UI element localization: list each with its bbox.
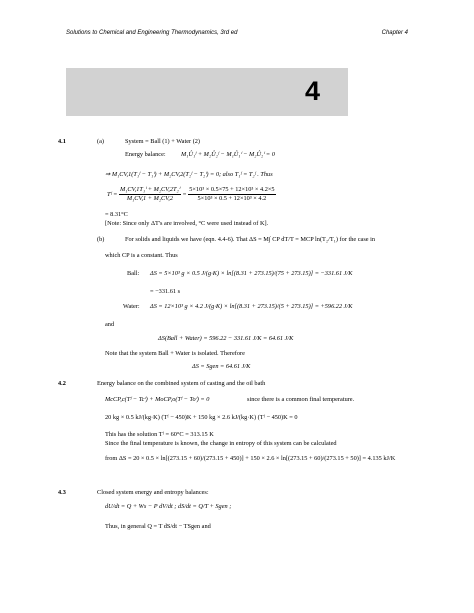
casting-numeric-balance: 20 kg × 0.5 kJ/(kg·K) (Tᶠ − 450)K + 150 kg × 2.6 kJ/(kg·K) (Tᶠ − 450)K = 0 (105, 414, 298, 421)
ball-label: Ball: (127, 270, 140, 277)
running-header-chapter: Chapter 4 (381, 30, 408, 36)
and-connector: and (105, 321, 115, 328)
energy-balance-equation: M₁Û₁ᶠ + M₂Û₂ᶠ − M₁Û₁ⁱ − M₂Û₂ⁱ = 0 (181, 151, 275, 158)
running-header-title: Solutions to Chemical and Engineering Thermodynamics, 3rd ed (66, 30, 238, 36)
common-temperature-note: since there is a common final temperature. (247, 396, 355, 403)
isolated-system-note: Note that the system Ball + Water is isolated. Therefore (105, 350, 245, 357)
system-definition: System = Ball (1) + Water (2) (125, 138, 201, 145)
casting-energy-balance: McCP,c(Tᶠ − Tcⁱ) + MoCP,o(Tᶠ − Toⁱ) = 0 (105, 396, 210, 403)
problem-4-2-number: 4.2 (58, 380, 66, 387)
tf-lhs: Tᶠ = (107, 190, 118, 198)
problem-4-3-number: 4.3 (58, 489, 66, 496)
tf-fraction-numeric (188, 186, 275, 203)
tf-equals: = (182, 190, 187, 198)
water-label: Water: (123, 303, 140, 310)
ball-entropy-equation: ΔS = 5×10³ g × 0.5 J/(g·K) × ln[(8.31 + 273.15)/(75 + 273.15)] = −331.61 J/K (150, 270, 353, 277)
note-delta-t: [Note: Since only ΔT's are involved, °C were used instead of K]. (105, 220, 269, 227)
tf-fraction-symbolic (119, 186, 181, 203)
total-entropy-equation: ΔS(Ball + Water) = 596.22 − 331.61 J/K = 64.61 J/K (158, 335, 294, 342)
problem-4-2-text: Energy balance on the combined system of casting and the oil bath (97, 380, 266, 387)
part-b-label: (b) (97, 236, 105, 243)
final-temperature-solution: This has the solution Tᶠ = 60°C = 313.15 K (105, 431, 214, 438)
problem-4-1-number: 4.1 (58, 138, 66, 145)
ball-entropy-result: = −331.61 s (150, 288, 181, 295)
chapter-number: 4 (304, 76, 320, 106)
tf-denominator-numeric: 5×10³ × 0.5 + 12×10³ × 4.2 (197, 195, 267, 202)
energy-balance-expanded: ⇒ M₁CV,1(T₁ᶠ − T₁ⁱ) + M₂CV,2(T₂ᶠ − T₂ⁱ) = 0; also T₁ᶠ = T₂ᶠ . Thus (105, 171, 273, 178)
problem-4-3-text: Closed system energy and entropy balances: (97, 489, 209, 496)
general-heat-relation: Thus, in general Q = T dS/dt − TSgen and (105, 523, 211, 530)
water-entropy-equation: ΔS = 12×10³ g × 4.2 J/(g·K) × ln[(8.31 + 273.15)/(5 + 273.15)] = +596.22 J/K (150, 303, 353, 310)
part-b-text: For solids and liquids we have (eqn. 4.4-6). That ΔS = M∫ CP dT/T = MCP ln(T₂/T₁) for the case in (125, 236, 376, 243)
tf-denominator-symbolic: M₁CV,1 + M₂CV,2 (126, 195, 173, 202)
tf-numerator-symbolic: M₁CV,1T₁ⁱ + M₂CV,2T₂ⁱ (120, 186, 180, 193)
entropy-generation-equation: ΔS = Sgen = 64.61 J/K (192, 363, 251, 370)
part-b-text-continued: which CP is a constant. Thus (105, 252, 178, 259)
tf-numerator-numeric: 5×10³ × 0.5×75 + 12×10³ × 4.2×5 (189, 186, 275, 193)
casting-entropy-equation: from ΔS = 20 × 0.5 × ln[(273.15 + 60)/(273.15 + 450)] + 150 × 2.6 × ln[(273.15 + 60)/(273.15 + 50)] = 4.135 kJ/K (105, 455, 396, 462)
energy-balance-label: Energy balance: (125, 151, 166, 158)
energy-entropy-balances: dU/dt = Q + Ws − P dV/dt ; dS/dt = Q/T + Sgen ; (105, 503, 232, 510)
final-temperature-equation (107, 186, 276, 203)
entropy-calc-intro: Since the final temperature is known, the change in entropy of this system can be calculated (105, 440, 337, 447)
final-temperature-result: = 8.31°C (105, 211, 128, 218)
part-a-label: (a) (97, 138, 104, 145)
chapter-box (66, 68, 348, 116)
